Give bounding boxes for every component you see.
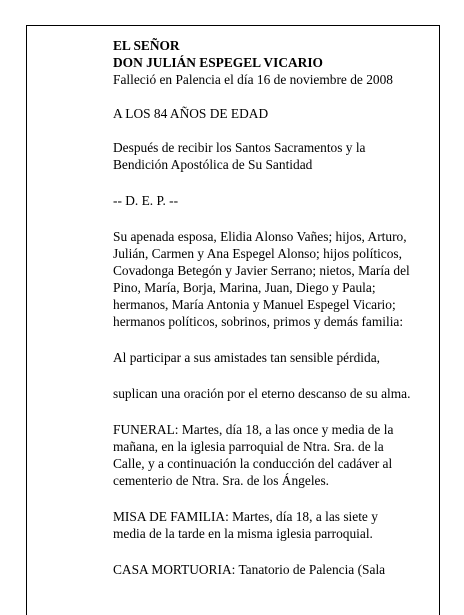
family-mass-line: MISA DE FAMILIA: Martes, día 18, a las siete y [113, 509, 378, 524]
family-line: Julián, Carmen y Ana Espegel Alonso; hijos políticos, [113, 246, 402, 261]
funeral-line: cementerio de Ntra. Sra. de los Ángeles. [113, 473, 330, 488]
family-line: hermanos políticos, sobrinos, primos y demás familia: [113, 314, 404, 329]
family-line: Pino, María, Borja, Marina, Juan, Diego y Paula; [113, 280, 376, 295]
family-mass-paragraph [113, 508, 433, 542]
sacraments-line: Bendición Apostólica de Su Santidad [113, 157, 313, 172]
prayer-line: suplican una oración por el eterno descanso de su alma. [113, 386, 411, 401]
dep-line: -- D. E. P. -- [113, 193, 179, 208]
funeral-line: FUNERAL: Martes, día 18, a las once y media de la [113, 422, 394, 437]
age-line: A LOS 84 AÑOS DE EDAD [113, 106, 269, 121]
sacraments-line: Después de recibir los Santos Sacramentos y la [113, 140, 366, 155]
family-line: Su apenada esposa, Elidia Alonso Vañes; hijos, Arturo, [113, 229, 407, 244]
family-line: Covadonga Betegón y Javier Serrano; nietos, María del [113, 263, 410, 278]
funeral-paragraph [113, 421, 433, 489]
title-line-2: DON JULIÁN ESPEGEL VICARIO [113, 55, 323, 70]
family-mass-line: media de la tarde en la misma iglesia parroquial. [113, 526, 373, 541]
death-line: Falleció en Palencia el día 16 de noviembre de 2008 [113, 72, 393, 87]
mortuary-line: CASA MORTUORIA: Tanatorio de Palencia (Sala [113, 562, 386, 577]
sacraments-paragraph [113, 139, 433, 173]
title-line-1: EL SEÑOR [113, 38, 180, 53]
family-line: hermanos, María Antonia y Manuel Espegel Vicario; [113, 297, 396, 312]
funeral-line: mañana, en la iglesia parroquial de Ntra. Sra. de la [113, 439, 384, 454]
family-paragraph [113, 228, 433, 330]
announce-line: Al participar a sus amistades tan sensible pérdida, [113, 350, 380, 365]
funeral-line: Calle, y a continuación la conducción del cadáver al [113, 456, 393, 471]
obituary-notice [113, 37, 433, 578]
